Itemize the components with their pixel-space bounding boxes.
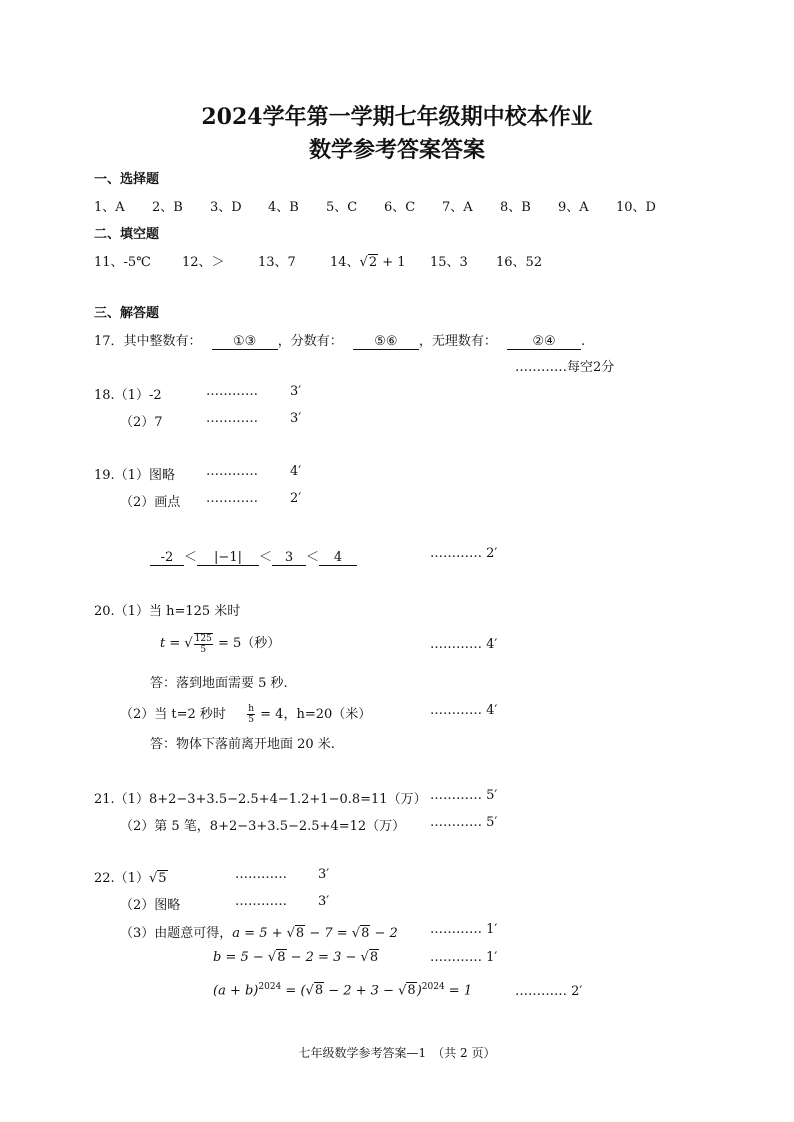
q19-part2: （2）画点 (120, 495, 181, 510)
q19-order (150, 546, 357, 566)
fill-answer-11: 11、-5℃ (94, 255, 151, 270)
q19-order-1: -2 (150, 550, 184, 566)
fraction-denominator: 5 (248, 715, 254, 725)
q18-dots-1: ………… (206, 384, 258, 399)
q22-a-start: a = 5 + (232, 926, 287, 941)
sqrt-icon: √ (360, 950, 369, 965)
q19-score-2: 2′ (290, 491, 302, 506)
q22-b-line (213, 950, 379, 965)
q22-score-3: ………… 1′ (430, 922, 498, 937)
radicand: 8 (361, 926, 370, 941)
radicand: 8 (369, 950, 379, 965)
q20-part2-rhs: = 4，h=20（米） (260, 707, 372, 722)
q21-score-1: ………… 5′ (430, 788, 498, 803)
q22-a-end: − 2 (370, 926, 398, 941)
choice-answer: 3、D (210, 200, 242, 215)
choice-answer: 4、B (268, 200, 299, 215)
exponent: 2024 (258, 982, 282, 992)
q22-ab-open: = ( (281, 983, 306, 999)
q22-b-start: b = 5 − (213, 950, 268, 965)
radicand: 5 (158, 871, 167, 886)
q22-ab-middle: − 2 + 3 − (324, 983, 399, 999)
q18-score-1: 3′ (290, 384, 302, 399)
q17-line (94, 330, 585, 350)
q20-part1: 20.（1）当 h=125 米时 (94, 604, 241, 619)
q22-part1 (94, 867, 168, 886)
q19-order-3: 3 (272, 550, 306, 566)
fill-answer-14 (330, 251, 430, 270)
q17-label: 17．其中整数有： (94, 334, 202, 349)
choice-answer: 6、C (384, 200, 416, 215)
q19-order-2: |−1| (197, 550, 259, 566)
q22-ab-rhs: = 1 (444, 983, 473, 999)
q17-irrationals: ②④ (507, 334, 581, 350)
q19-part1: 19.（1）图略 (94, 468, 175, 483)
q18-part1: 18.（1）-2 (94, 388, 162, 403)
q22-ab-lhs: (a + b) (213, 983, 259, 999)
choice-answer: 2、B (152, 200, 183, 215)
q20-formula-t (160, 632, 280, 655)
fill-answer-14-suffix: + 1 (378, 255, 406, 270)
fraction-denominator: 5 (200, 644, 207, 655)
page-footer: 七年级数学参考答案—1 （共 2 页） (298, 1046, 496, 1060)
q20-score-2: ………… 4′ (430, 703, 498, 718)
fill-answer-15: 15、3 (430, 255, 468, 270)
fill-answer-14-prefix: 14、 (330, 255, 360, 270)
q19-order-4: 4 (319, 550, 357, 566)
radicand: 8 (295, 926, 305, 941)
choice-answer: 1、A (94, 200, 125, 215)
less-than: ＜ (306, 550, 320, 565)
q20-t-rhs: = 5（秒） (218, 636, 281, 651)
choice-answer: 10、D (616, 200, 656, 215)
q20-score-1: ………… 4′ (430, 637, 498, 652)
q22-part3-label: （3）由题意可得， (120, 926, 233, 941)
q22-ab-line (213, 982, 472, 998)
choice-answers-row (94, 196, 656, 215)
choice-answer: 7、A (442, 200, 473, 215)
q21-part2: （2）第 5 笔，8+2−3+3.5−2.5+4=12（万） (120, 819, 406, 834)
fill-answer-12: 12、＞ (182, 255, 225, 270)
q19-dots-1: ………… (206, 464, 258, 479)
q17-fractions: ⑤⑥ (353, 334, 419, 350)
less-than: ＜ (184, 550, 198, 565)
q22-score-5: ………… 2′ (515, 984, 583, 999)
q22-b-mid: − 2 = 3 − (286, 950, 361, 965)
choice-answer: 8、B (500, 200, 531, 215)
q21-part1: 21.（1）8+2−3+3.5−2.5+4−1.2+1−0.8=11（万） (94, 792, 427, 807)
q19-dots-2: ………… (206, 491, 258, 506)
exponent: 2024 (421, 982, 445, 992)
q22-ab-close: ) (416, 983, 422, 999)
section-heading-fill: 二、填空题 (94, 227, 160, 242)
sqrt-icon: √ (398, 983, 407, 999)
section-heading-solve: 三、解答题 (94, 306, 160, 321)
q22-part2: （2）图略 (120, 898, 181, 913)
fill-answer-13: 13、7 (258, 255, 296, 270)
q17-score: …………每空2分 (515, 360, 615, 375)
choice-answer: 9、A (558, 200, 589, 215)
q22-dots-1: ………… (235, 867, 287, 882)
radicand: 8 (314, 983, 324, 999)
sqrt-icon: √ (351, 926, 361, 941)
fill-answers-row (94, 251, 556, 270)
q22-a-mid: − 7 = (305, 926, 352, 941)
q20-part2 (120, 703, 371, 725)
q18-score-2: 3′ (290, 411, 302, 426)
q17-integers: ①③ (212, 334, 278, 350)
less-than: ＜ (259, 550, 273, 565)
sqrt-icon: √ (305, 983, 314, 999)
q17-irrational-label: ，无理数有： (418, 334, 497, 349)
radicand: 8 (277, 950, 286, 965)
q22-part3 (120, 922, 398, 941)
q20-fraction (194, 633, 213, 655)
radicand: 2 (368, 255, 378, 270)
fill-answer-16: 16、52 (496, 255, 543, 270)
q17-fraction-label: ，分数有： (277, 334, 343, 349)
section-heading-choice: 一、选择题 (94, 172, 160, 187)
q18-dots-2: ………… (206, 411, 258, 426)
q22-dots-2: ………… (235, 894, 287, 909)
q20-t-lhs: t = (160, 636, 181, 651)
fraction-numerator: h (248, 704, 255, 714)
fraction-numerator: 125 (194, 633, 212, 644)
radicand: 8 (407, 983, 416, 999)
sqrt-icon: √ (148, 871, 158, 886)
q20-answer-2: 答：物体下落前离开地面 20 米. (150, 737, 335, 752)
sqrt-icon: √ (184, 636, 193, 651)
q19-score-3: ………… 2′ (430, 546, 498, 561)
q22-part1-label: 22.（1） (94, 871, 149, 886)
q22-score-2: 3′ (318, 894, 330, 909)
q18-part2: （2）7 (120, 415, 163, 430)
q22-score-1: 3′ (318, 867, 330, 882)
q20-answer-1: 答：落到地面需要 5 秒. (150, 676, 288, 691)
sqrt-icon: √ (286, 926, 295, 941)
q20-h-fraction (247, 704, 255, 725)
q17-period: . (581, 334, 586, 349)
page-subtitle: 数学参考答案答案 (308, 137, 485, 163)
q19-score-1: 4′ (290, 464, 302, 479)
sqrt-icon: √ (267, 950, 277, 965)
q21-score-2: ………… 5′ (430, 815, 498, 830)
choice-answer: 5、C (326, 200, 358, 215)
q20-part2-label: （2）当 t=2 秒时 (120, 707, 226, 722)
page-title: 2024学年第一学期七年级期中校本作业 (201, 104, 593, 130)
sqrt-icon: √ (359, 255, 368, 270)
q22-score-4: ………… 1′ (430, 950, 498, 965)
